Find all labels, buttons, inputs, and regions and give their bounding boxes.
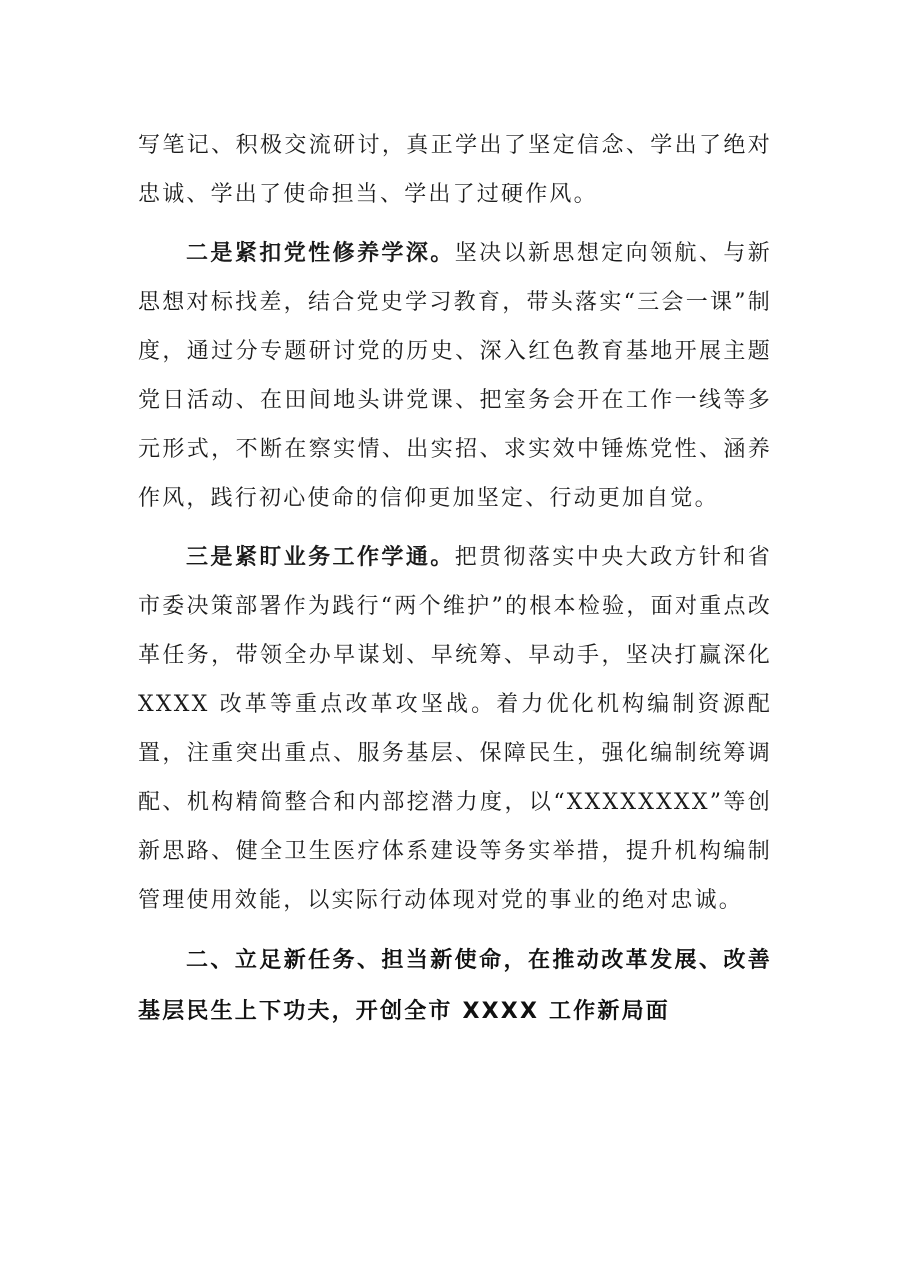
paragraph-body-text: 坚决以新思想定向领航、与新思想对标找差，结合党史学习教育，带头落实“三会一课”制度，通过分专题研讨党的历史、深入红色教育基地开展主题党日活动、在田间地头讲党课、把室务会开在工作一线等多元形式，不断在察实情、出实招、求实效中锤炼党性、涵养作风，践行初心使命的信仰更加坚定、行动更加自觉。 xyxy=(138,241,772,511)
paragraph-spacer xyxy=(138,925,772,935)
paragraph-spacer xyxy=(138,219,772,229)
paragraph-lead-heading: 三是紧盯业务工作学通。 xyxy=(186,545,455,570)
paragraph-business-work xyxy=(138,533,772,925)
section-heading: 二、立足新任务、担当新使命，在推动改革发展、改善基层民生上下功夫，开创全市 XXXX 工作新局面 xyxy=(138,948,772,1024)
document-body xyxy=(138,121,772,1037)
paragraph-party-spirit xyxy=(138,229,772,523)
paragraph-body-text: 把贯彻落实中央大政方针和省市委决策部署作为践行“两个维护”的根本检验，面对重点改革任务，带领全办早谋划、早统筹、早动手，坚决打赢深化 XXXX 改革等重点改革攻坚战。着力优化机构编制资源配置，注重突出重点、服务基层、保障民生，强化编制统筹调配、机构精简整合和内部挖潜力度，以“XXXXXXXX”等创新思路、健全卫生医疗体系建设等务实举措，提升机构编制管理使用效能，以实际行动体现对党的事业的绝对忠诚。 xyxy=(138,545,772,913)
paragraph-continuation: 写笔记、积极交流研讨，真正学出了坚定信念、学出了绝对忠诚、学出了使命担当、学出了过硬作风。 xyxy=(138,133,772,207)
paragraph-lead-heading: 二是紧扣党性修养学深。 xyxy=(186,241,455,266)
paragraph-spacer xyxy=(138,523,772,533)
